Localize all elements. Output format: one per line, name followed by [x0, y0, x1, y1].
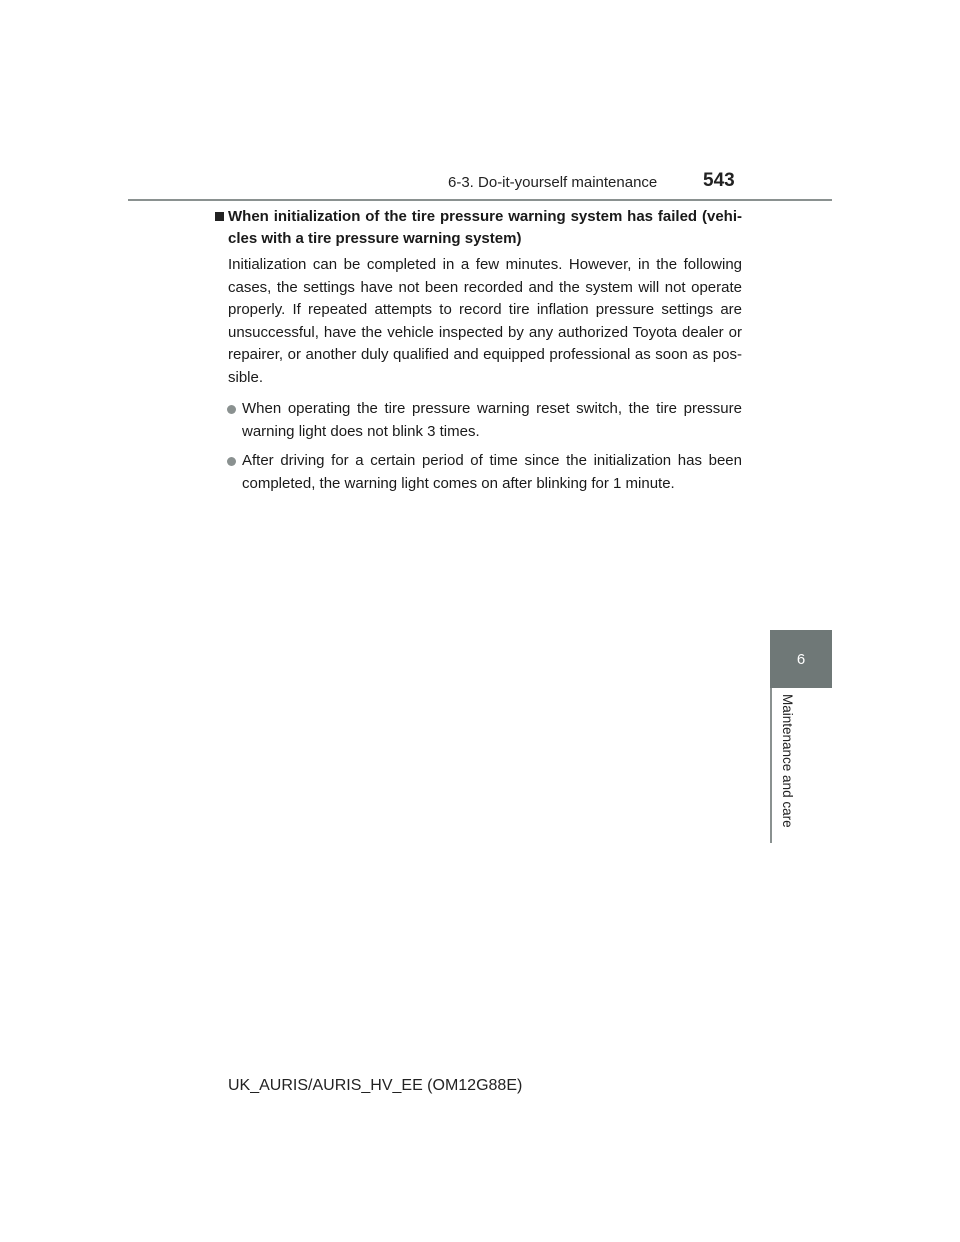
list-item [242, 450, 742, 495]
chapter-title: Maintenance and care [780, 694, 795, 828]
bullet-list [214, 398, 742, 495]
header-rule [128, 199, 832, 201]
footer-model-code: UK_AURIS/AURIS_HV_EE (OM12G88E) [228, 1077, 523, 1094]
body-paragraph: Initialization can be completed in a few minutes. However, in the following cases, the settings have not been recorded and the system will not operate properly. If repeated attempts to record tire inflation pressure settings are unsuccessful, have the vehicle inspected by any authorized Toyota dealer or repairer, or another duly qualified and equipped professional as soon as pos-sible. [228, 256, 742, 386]
section-heading [214, 206, 742, 250]
dot-bullet-icon [227, 405, 236, 414]
page-number: 543 [703, 170, 735, 191]
list-item [242, 398, 742, 443]
dot-bullet-icon [227, 457, 236, 466]
chapter-divider [770, 688, 772, 843]
square-bullet-icon [215, 212, 224, 221]
chapter-number: 6 [796, 650, 806, 668]
page-content [214, 206, 742, 502]
chapter-tab [770, 630, 832, 688]
section-title: 6-3. Do-it-yourself maintenance [448, 174, 658, 191]
list-item-text: When operating the tire pressure warning reset switch, the tire pressure warning light does not blink 3 times. [242, 400, 742, 440]
section-heading-text: When initialization of the tire pressure warning system has failed (vehi-cles with a tire pressure warning system) [228, 208, 742, 247]
list-item-text: After driving for a certain period of time since the initialization has been completed, the warning light comes on after blinking for 1 minute. [242, 452, 742, 492]
